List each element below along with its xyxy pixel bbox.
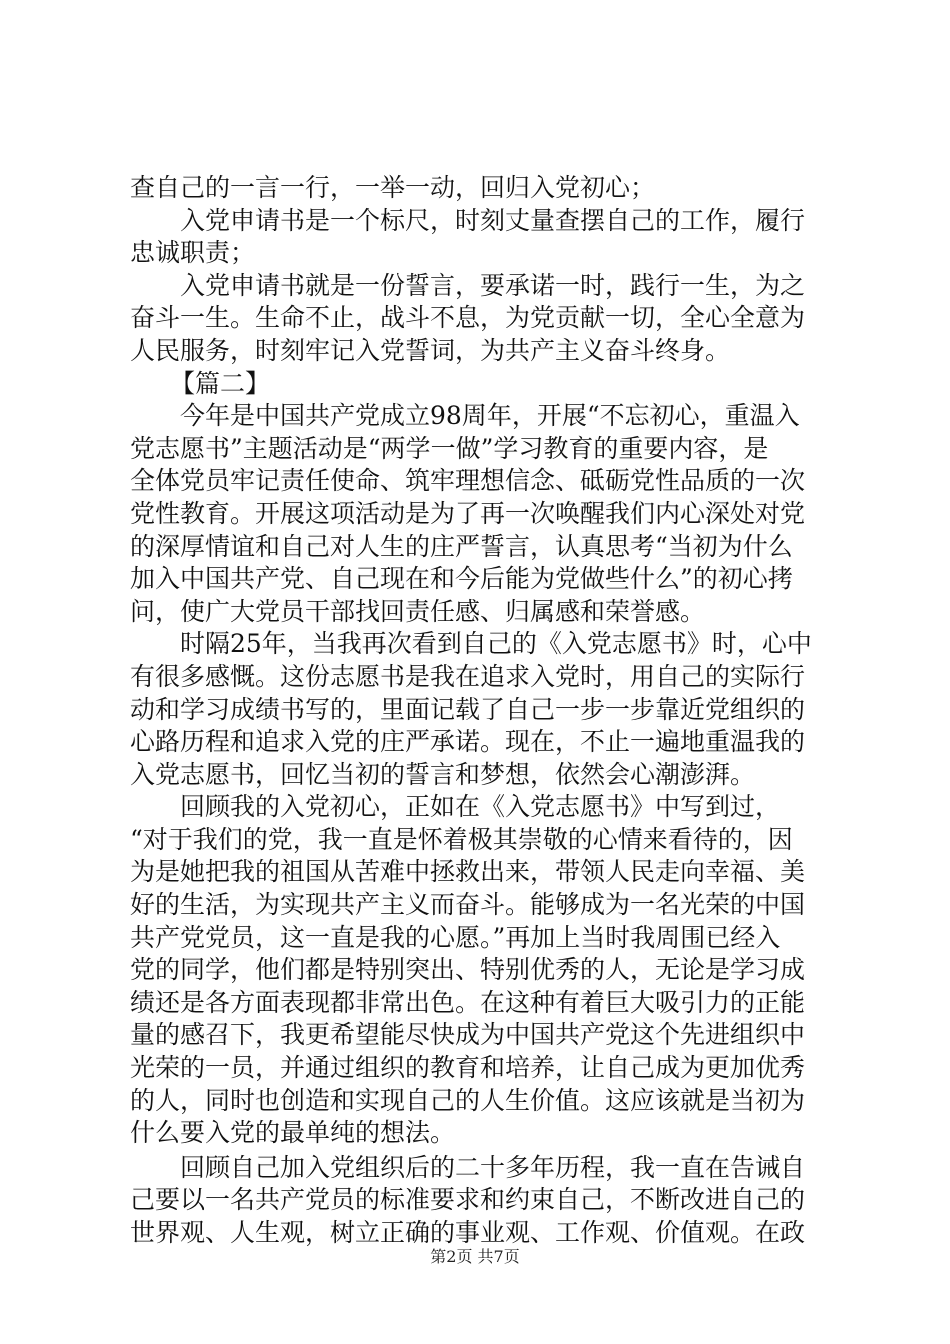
- text-line: 问，使广大党员干部找回责任感、归属感和荣誉感。: [130, 596, 706, 626]
- text-line: 全体党员牢记责任使命、筑牢理想信念、砥砺党性品质的一次: [130, 466, 806, 496]
- page-number-footer: 第2页 共7页: [430, 1247, 520, 1266]
- text-line: 好的生活，为实现共产主义而奋斗。能够成为一名光荣的中国: [130, 890, 806, 920]
- text-line: 己要以一名共产党员的标准要求和约束自己，不断改进自己的: [130, 1185, 806, 1215]
- section-heading: 【篇二】: [170, 368, 271, 398]
- text-line: 的人，同时也创造和实现自己的人生价值。这应该就是当初为: [130, 1085, 806, 1115]
- text-line: “对于我们的党，我一直是怀着极其崇敬的心情来看待的，因: [130, 824, 793, 854]
- document-body: [130, 172, 830, 1250]
- text-line: 入党申请书就是一份誓言，要承诺一时，践行一生，为之: [180, 270, 806, 300]
- text-line: 党性教育。开展这项活动是为了再一次唤醒我们内心深处对党: [130, 498, 806, 528]
- text-line: 人民服务，时刻牢记入党誓词，为共产主义奋斗终身。: [130, 335, 731, 365]
- text-line: 奋斗一生。生命不止，战斗不息，为党贡献一切，全心全意为: [130, 303, 806, 333]
- text-line: 光荣的一员，并通过组织的教育和培养，让自己成为更加优秀: [130, 1053, 806, 1083]
- text-line: 为是她把我的祖国从苦难中拯救出来，带领人民走向幸福、美: [130, 857, 806, 887]
- text-line: 今年是中国共产党成立98周年，开展“不忘初心，重温入: [180, 401, 800, 431]
- text-line: 党志愿书”主题活动是“两学一做”学习教育的重要内容，是: [130, 433, 769, 463]
- text-line: 共产党党员，这一直是我的心愿。”再加上当时我周围已经入: [130, 922, 781, 952]
- text-line: 什么要入党的最单纯的想法。: [130, 1118, 456, 1148]
- text-line: 的深厚情谊和自己对人生的庄严誓言，认真思考“当初为什么: [130, 531, 793, 561]
- text-line: 忠诚职责；: [130, 238, 256, 268]
- text-line: 入党申请书是一个标尺，时刻丈量查摆自己的工作，履行: [180, 205, 806, 235]
- text-line: 世界观、人生观，树立正确的事业观、工作观、价值观。在政: [130, 1218, 806, 1247]
- text-line: 党的同学，他们都是特别突出、特别优秀的人，无论是学习成: [130, 955, 806, 985]
- text-line: 量的感召下，我更希望能尽快成为中国共产党这个先进组织中: [130, 1020, 806, 1050]
- text-line: 心路历程和追求入党的庄严承诺。现在，不止一遍地重温我的: [130, 727, 806, 757]
- text-line: 回顾我的入党初心，正如在《入党志愿书》中写到过，: [180, 792, 781, 822]
- text-line: 时隔25年，当我再次看到自己的《入党志愿书》时，心中: [180, 629, 812, 659]
- text-line: 加入中国共产党、自己现在和今后能为党做些什么”的初心拷: [130, 564, 793, 594]
- text-line: 回顾自己加入党组织后的二十多年历程，我一直在告诫自: [180, 1152, 806, 1182]
- text-line: 动和学习成绩书写的，里面记载了自己一步一步靠近党组织的: [130, 694, 806, 724]
- text-line: 入党志愿书，回忆当初的誓言和梦想，依然会心潮澎湃。: [130, 759, 756, 789]
- text-line: 有很多感慨。这份志愿书是我在追求入党时，用自己的实际行: [130, 661, 806, 691]
- text-line: 查自己的一言一行，一举一动，回归入党初心；: [130, 173, 656, 202]
- text-line: 绩还是各方面表现都非常出色。在这种有着巨大吸引力的正能: [130, 987, 806, 1017]
